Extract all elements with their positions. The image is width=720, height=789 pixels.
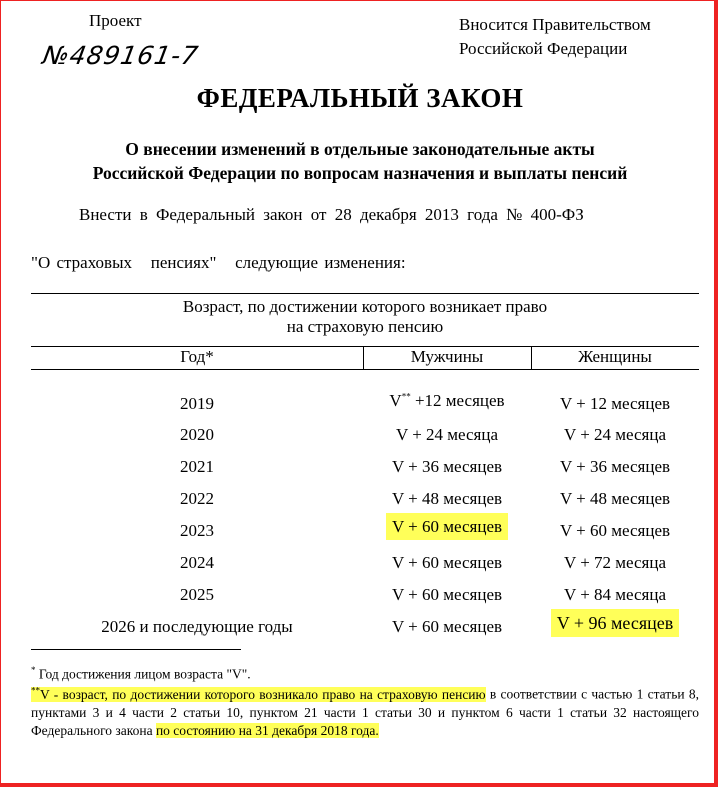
row-men-highlighted [363,517,531,537]
row-men: V + 36 месяцев [391,457,503,476]
submitter-line-1: Вносится Правительством [459,15,651,34]
row-men-value: +12 месяцев [410,391,505,410]
footnote-2-mark: ** [31,685,40,695]
intro-line-2: "О страховых пенсиях" следующие изменения: [31,253,406,272]
row-men: V + 24 месяца [395,425,499,444]
intro-line-1: Внести в Федеральный закон от 28 декабря 2013 года № 400-ФЗ [79,205,584,224]
row-year: 2024 [180,553,214,572]
footnote-1-text: Год достижения лицом возраста "V". [35,666,251,682]
table-header-top [31,296,699,338]
row-year: 2022 [180,489,214,508]
row-women: V + 36 месяцев [559,457,671,476]
footnote-2-highlight-date: по состоянию на 31 декабря 2018 года. [155,722,379,738]
row-year: 2023 [180,521,214,540]
column-header-year: Год* [180,347,214,366]
project-number: №489161-7 [40,41,201,70]
submitter [459,13,651,61]
document-title: ФЕДЕРАЛЬНЫЙ ЗАКОН [196,83,524,113]
row-women-highlighted [531,613,699,634]
row-women: V + 48 месяцев [559,489,671,508]
row-year: 2026 и последующие годы [101,617,293,636]
row-women: V + 24 месяца [563,425,667,444]
highlight-women-2026: V + 96 месяцев [551,609,680,637]
footnote-2-text: в соответствии с частью 1 статьи 8, пунктами 3 и 4 части 2 статьи 10, пунктом 21 части 1 статьи 30 и пунктом 6 части 1 статьи 32 настоящего Федерального закона [31,686,699,738]
row-men: V** +12 месяцев [389,391,505,410]
row-men: V + 60 месяцев [391,553,503,572]
row-women: V + 84 месяца [563,585,667,604]
highlight-men-2023: V + 60 месяцев [386,513,508,540]
table-top-rule [31,293,699,294]
column-header-women: Женщины [578,347,652,366]
row-year: 2021 [180,457,214,476]
footnote-2-highlight-text: V - возраст, по достижении которого возникало право на страховую пенсию [40,686,486,702]
column-header-men: Мужчины [410,347,484,366]
subtitle-line-1: О внесении изменений в отдельные законодательные акты [125,139,595,159]
table-header-top-line-2: на страховую пенсию [286,317,444,336]
footnote-1-mark: * [31,665,36,675]
project-label: Проект [89,11,142,30]
row-men: V + 60 месяцев [391,585,503,604]
row-year: 2025 [180,585,214,604]
row-women: V + 60 месяцев [559,521,671,540]
document-subtitle [1,137,719,185]
submitter-line-2: Российской Федерации [459,39,628,58]
double-asterisk-mark: ** [401,391,411,402]
table-header-bottom-rule [31,369,699,370]
table-header-top-line-1: Возраст, по достижении которого возникает право [182,297,548,316]
subtitle-line-2: Российской Федерации по вопросам назначения и выплаты пенсий [92,163,628,183]
footnote-2 [31,681,699,740]
row-women: V + 12 месяцев [559,394,671,413]
row-men: V + 48 месяцев [391,489,503,508]
row-year: 2019 [180,394,214,413]
row-year: 2020 [180,425,214,444]
footnote-rule [31,649,241,650]
row-women: V + 72 месяца [563,553,667,572]
footnote-2-highlight [31,687,486,702]
row-men: V + 60 месяцев [391,617,503,636]
